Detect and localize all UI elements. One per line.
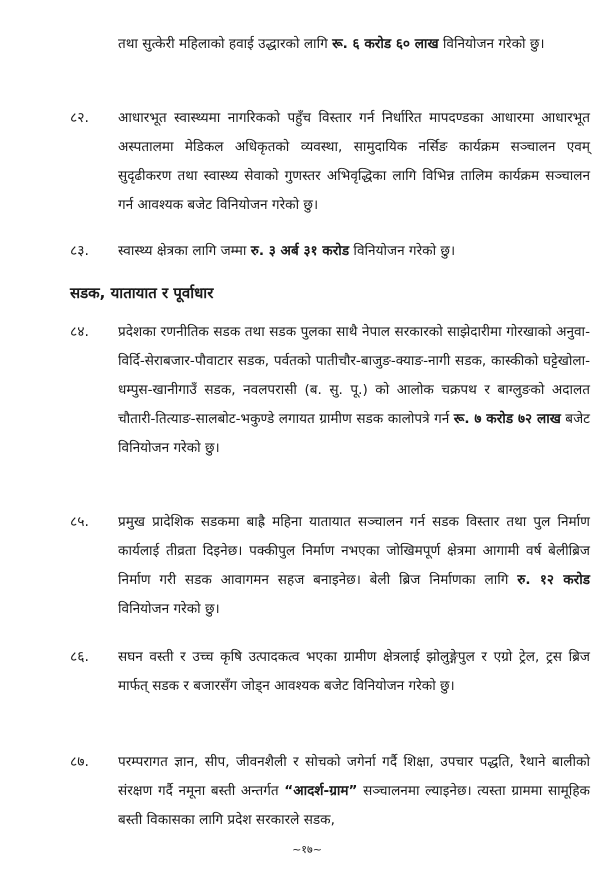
paragraph-text: सघन वस्ती र उच्च कृषि उत्पादकत्व भएका ग्रामीण क्षेत्रलाई झोलुङ्गेपुल र एग्रो ट्रेल, ट्रस ब्रिज मार्फत् सडक र बजारसँग जोड्न आवश्यक बजेट विनियोजन गरेको छु। (118, 649, 590, 694)
paragraph-text: स्वास्थ्य क्षेत्रका लागि जम्मा रु. ३ अर्ब ३१ करोड विनियोजन गरेको छु। (118, 243, 456, 259)
paragraph-continued (70, 30, 590, 59)
paragraph-86 (70, 643, 590, 701)
paragraph-text: तथा सुत्केरी महिलाको हवाई उद्धारको लागि रू. ६ करोड ६० लाख विनियोजन गरेको छु। (118, 36, 545, 52)
paragraph-84 (70, 318, 590, 463)
paragraph-82 (70, 104, 590, 220)
paragraph-number: ८४. (70, 324, 90, 340)
paragraph-number: ८५. (70, 514, 90, 530)
paragraph-number: ८२. (70, 110, 90, 126)
paragraph-text: प्रदेशका रणनीतिक सडक तथा सडक पुलका साथै नेपाल सरकारको साझेदारीमा गोरखाको अनुवा-विर्दि-सेराबजार-पौवाटार सडक, पर्वतको पातीचौर-बाजुङ-क्याङ-नागी सडक, कास्कीको घट्टेखोला-धम्पुस-खानीगाउँ सडक, नवलपरासी (ब. सु. पू.) को आलोक चक्रपथ र बाग्लुङको अदालत चौतारी-तित्याङ-सालबोट-भकुण्डे लगायत ग्रामीण सडक कालोपत्रे गर्न रू. ७ करोड ७२ लाख बजेट विनियोजन गरेको छु। (118, 324, 591, 456)
paragraph-87 (70, 748, 590, 835)
paragraph-text: प्रमुख प्रादेशिक सडकमा बाह्रै महिना यातायात सञ्चालन गर्न सडक विस्तार तथा पुल निर्माण कार्यलाई तीव्रता दिइनेछ। पक्कीपुल निर्माण नभएका जोखिमपूर्ण क्षेत्रमा आगामी वर्ष बेलीब्रिज निर्माण गरी सडक आवागमन सहज बनाइनेछ। बेली ब्रिज निर्माणका लागि रु. १२ करोड विनियोजन गरेको छु। (118, 514, 590, 617)
page-number: ~१७~ (292, 843, 322, 856)
paragraph-number: ८७. (70, 754, 90, 770)
paragraph-83 (70, 237, 590, 266)
paragraph-number: ८३. (70, 243, 90, 259)
paragraph-text: परम्परागत ज्ञान, सीप, जीवनशैली र सोचको जगेर्ना गर्दै शिक्षा, उपचार पद्धति, रैथाने बालीको संरक्षण गर्दै नमूना बस्ती अन्तर्गत “आदर्श-ग्राम” सञ्चालनमा ल्याइनेछ। त्यस्ता ग्राममा सामूहिक बस्ती विकासका लागि प्रदेश सरकारले सडक, (118, 754, 590, 828)
section-heading: सडक, यातायात र पूर्वाधार (70, 284, 214, 302)
paragraph-text: आधारभूत स्वास्थ्यमा नागरिकको पहुँच विस्तार गर्न निर्धारित मापदण्डका आधारमा आधारभूत अस्पतालमा मेडिकल अधिकृतको व्यवस्था, सामुदायिक नर्सिङ कार्यक्रम सञ्चालन एवम् सुदृढीकरण तथा स्वास्थ्य सेवाको गुणस्तर अभिवृद्धिका लागि विभिन्न तालिम कार्यक्रम सञ्चालन गर्न आवश्यक बजेट विनियोजन गरेको छु। (118, 110, 590, 213)
paragraph-number: ८६. (70, 649, 90, 665)
paragraph-85 (70, 508, 590, 624)
